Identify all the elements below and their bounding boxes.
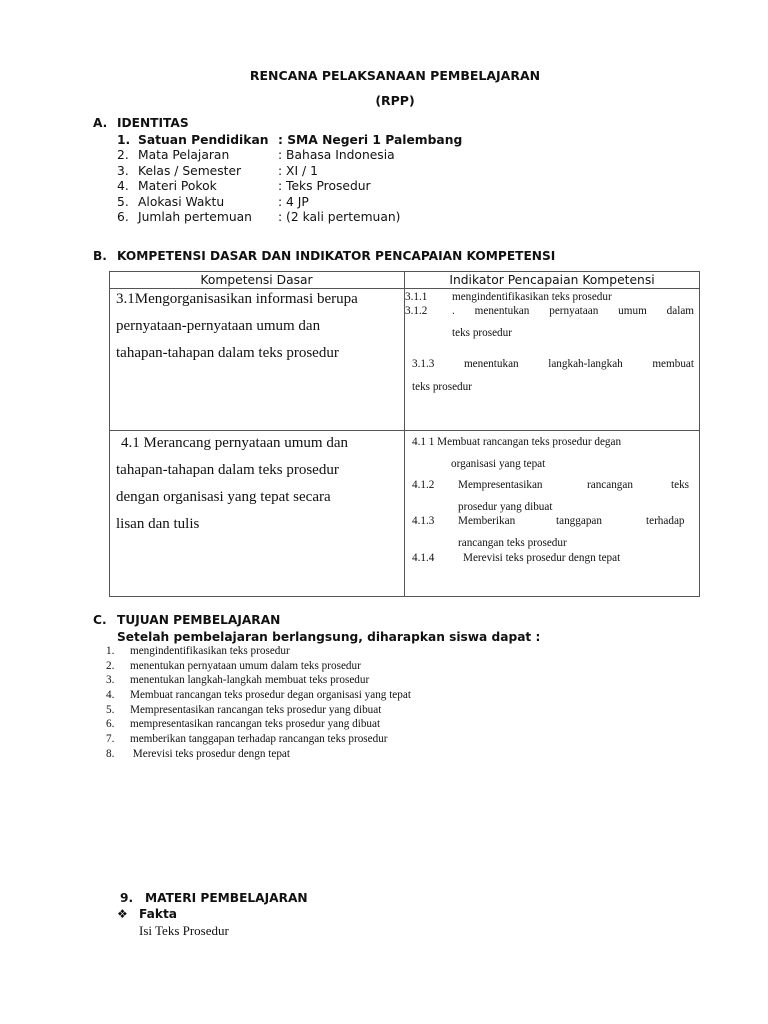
indicator-text: teks prosedur <box>452 327 512 339</box>
indicator-text: 4.1 1 Membuat rancangan teks prosedur degan <box>412 436 622 448</box>
objective-num: 8. <box>106 748 115 760</box>
diamond-bullet-icon: ❖ <box>117 907 128 921</box>
identity-label: Materi Pokok <box>138 179 217 193</box>
kd-line: dengan organisasi yang tepat secara <box>116 489 331 505</box>
indicator-number: 4.1.3 <box>412 515 435 527</box>
identity-value: : Teks Prosedur <box>278 179 371 193</box>
indicator-text: prosedur yang dibuat <box>458 501 553 513</box>
objective-num: 3. <box>106 674 115 686</box>
kd-line: tahapan-tahapan dalam teks prosedur <box>116 462 339 478</box>
kd-line: tahapan-tahapan dalam teks prosedur <box>116 345 339 361</box>
identity-value: : SMA Negeri 1 Palembang <box>278 133 463 147</box>
indicator-text: Mempresentasikan <box>458 479 543 491</box>
objective-text: Mempresentasikan rancangan teks prosedur yang dibuat <box>130 704 382 716</box>
objective-num: 1. <box>106 645 115 657</box>
table-row-divider <box>109 430 700 431</box>
indicator-text: terhadap <box>646 515 685 527</box>
objective-text: Merevisi teks prosedur dengn tepat <box>130 748 291 760</box>
identity-label: Satuan Pendidikan <box>138 133 269 147</box>
objective-text: mengindentifikasikan teks prosedur <box>130 645 290 657</box>
indicator-text: mengindentifikasikan teks prosedur <box>452 291 612 303</box>
section-a-heading: IDENTITAS <box>117 116 189 130</box>
objective-num: 4. <box>106 689 115 701</box>
kd-line: 4.1 Merancang pernyataan umum dan <box>121 435 348 451</box>
indicator-text: organisasi yang tepat <box>451 458 546 470</box>
identity-num: 1. <box>117 133 131 147</box>
kd-line: lisan dan tulis <box>116 516 200 532</box>
indicator-text: rancangan teks prosedur <box>458 537 567 549</box>
section-a-letter: A. <box>93 116 108 130</box>
table-header-kd: Kompetensi Dasar <box>200 273 313 287</box>
table-column-divider <box>404 271 405 597</box>
indicator-text: tanggapan <box>556 515 602 527</box>
identity-num: 2. <box>117 148 129 162</box>
document-subtitle: (RPP) <box>375 93 415 108</box>
table-header-indicator: Indikator Pencapaian Kompetensi <box>449 273 655 287</box>
indicator-text: teks <box>671 479 690 491</box>
indicator-text: teks prosedur <box>412 381 472 393</box>
identity-num: 5. <box>117 195 129 209</box>
identity-num: 4. <box>117 179 129 193</box>
indicator-text: Merevisi teks prosedur dengn tepat <box>463 552 621 564</box>
indicator-text: . menentukan pernyataan umum dalam <box>452 305 694 317</box>
identity-label: Alokasi Waktu <box>138 195 225 209</box>
indicator-number: 4.1.2 <box>412 479 435 491</box>
identity-value: : 4 JP <box>278 195 309 209</box>
kd-line: 3.1Mengorganisasikan informasi berupa <box>116 291 358 307</box>
identity-label: Mata Pelajaran <box>138 148 230 162</box>
identity-label: Jumlah pertemuan <box>138 210 252 224</box>
kd-line: pernyataan-pernyataan umum dan <box>116 318 321 334</box>
indicator-number: 4.1.4 <box>412 552 435 564</box>
section-9-num: 9. <box>120 891 134 905</box>
section-b-letter: B. <box>93 249 107 263</box>
identity-num: 6. <box>117 210 129 224</box>
objective-num: 5. <box>106 704 115 716</box>
section-c-intro: Setelah pembelajaran berlangsung, diharapkan siswa dapat : <box>117 630 541 644</box>
identity-value: : Bahasa Indonesia <box>278 148 395 162</box>
section-9-body: Isi Teks Prosedur <box>139 923 229 938</box>
identity-num: 3. <box>117 164 129 178</box>
indicator-text: Memberikan <box>458 515 516 527</box>
table-header-divider <box>109 288 700 289</box>
document-title: RENCANA PELAKSANAAN PEMBELAJARAN <box>249 68 541 83</box>
section-9-subheading: Fakta <box>139 907 177 921</box>
objective-text: Membuat rancangan teks prosedur degan organisasi yang tepat <box>130 689 411 701</box>
section-9-heading: MATERI PEMBELAJARAN <box>145 891 308 905</box>
section-c-letter: C. <box>93 613 107 627</box>
section-b-heading: KOMPETENSI DASAR DAN INDIKATOR PENCAPAIAN KOMPETENSI <box>117 249 556 263</box>
objective-text: menentukan pernyataan umum dalam teks prosedur <box>130 660 361 672</box>
identity-value: : (2 kali pertemuan) <box>278 210 401 224</box>
indicator-text: rancangan <box>587 479 633 491</box>
indicator-text: 3.1.3 menentukan langkah-langkah membuat <box>412 358 694 370</box>
indicator-number: 3.1.1 <box>405 291 428 303</box>
identity-value: : XI / 1 <box>278 164 318 178</box>
section-c-heading: TUJUAN PEMBELAJARAN <box>117 613 281 627</box>
identity-label: Kelas / Semester <box>138 164 242 178</box>
objective-text: memberikan tanggapan terhadap rancangan teks prosedur <box>130 733 388 745</box>
objective-num: 6. <box>106 718 115 730</box>
objective-text: mempresentasikan rancangan teks prosedur yang dibuat <box>130 718 381 730</box>
indicator-number: 3.1.2 <box>405 305 428 317</box>
objective-text: menentukan langkah-langkah membuat teks prosedur <box>130 674 370 686</box>
objective-num: 7. <box>106 733 115 745</box>
objective-num: 2. <box>106 660 115 672</box>
